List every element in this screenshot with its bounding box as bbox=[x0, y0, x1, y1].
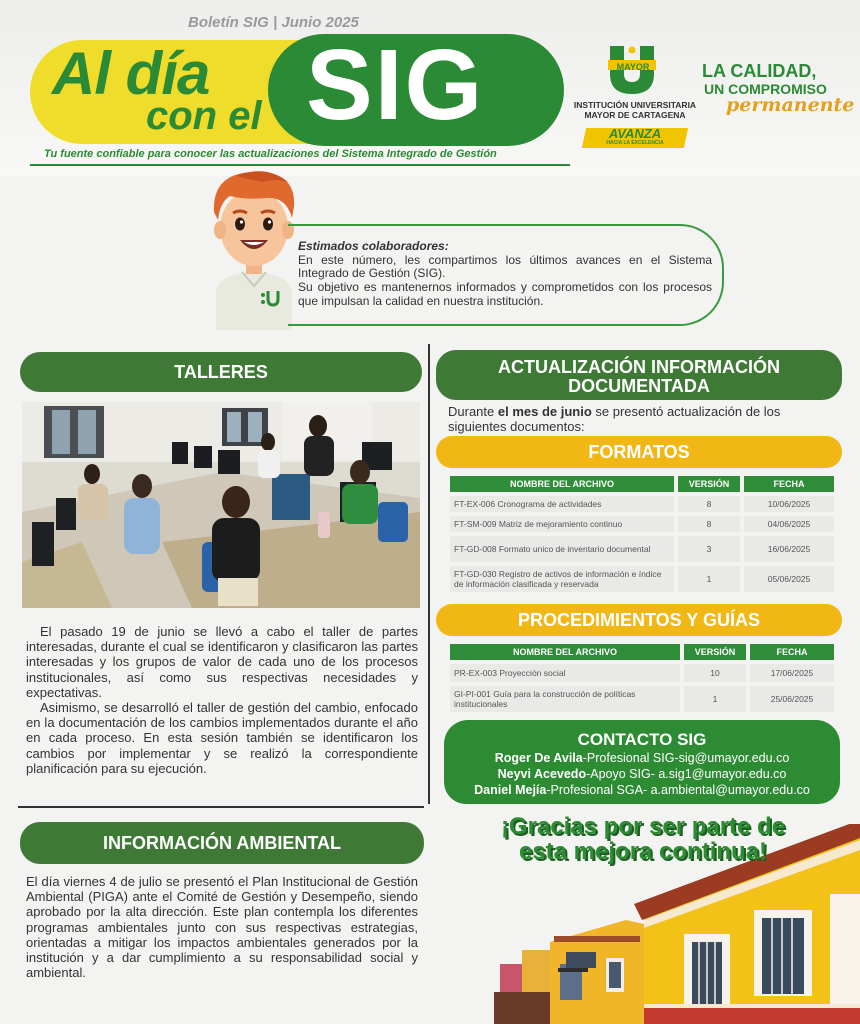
date-cell: 16/06/2025 bbox=[744, 536, 834, 562]
title-sig: SIG bbox=[306, 29, 485, 141]
tagline-part-1: Tu fuente confiable para conocer bbox=[44, 148, 220, 160]
actualizacion-intro-bold: el mes de junio bbox=[497, 404, 592, 419]
actualizacion-intro-2: se presentó actualización de los siguientes documentos: bbox=[448, 404, 781, 435]
column-header: FECHA bbox=[744, 476, 834, 492]
section-divider bbox=[18, 806, 424, 808]
table-row bbox=[450, 496, 834, 512]
intro-paragraph-1: En este número, les compartimos los últimos avances en el Sistema Integrado de Gestión (SIG). bbox=[298, 252, 712, 281]
institution-name: INSTITUCIÓN UNIVERSITARIA MAYOR DE CARTAGENA bbox=[573, 100, 697, 121]
quality-slogan-line1: LA CALIDAD, bbox=[702, 61, 817, 81]
contact-heading: CONTACTO SIG bbox=[577, 730, 707, 749]
actualizacion-intro-1: Durante bbox=[448, 404, 498, 419]
column-header: VERSIÓN bbox=[678, 476, 740, 492]
column-divider bbox=[428, 344, 430, 804]
tagline-part-2: las actualizaciones del Sistema Integrado de Gestión bbox=[219, 148, 497, 160]
table-row bbox=[450, 686, 834, 712]
procedimientos-heading: PROCEDIMIENTOS Y GUÍAS bbox=[436, 604, 842, 636]
bulletin-label: Boletín SIG | Junio 2025 bbox=[188, 14, 359, 31]
column-header: VERSIÓN bbox=[684, 644, 746, 660]
version-cell: 8 bbox=[678, 516, 740, 532]
contact-name: Neyvi Acevedo bbox=[497, 767, 587, 781]
closing-line-1: ¡Gracias por ser parte de bbox=[500, 813, 786, 840]
talleres-paragraph-2: Asimismo, se desarrolló el taller de gestión del cambio, enfocado en la documentación de los cambios implementados durante el año en cada proceso. En esta sesión también se identificaron los cambios por implementar y se realizó la correspondiente planificación para su ejecución. bbox=[26, 700, 418, 776]
contact-name: Roger De Avila bbox=[494, 751, 583, 765]
column-header: NOMBRE DEL ARCHIVO bbox=[450, 644, 680, 660]
date-cell: 05/06/2025 bbox=[744, 566, 834, 592]
title-al-dia: Al día bbox=[52, 40, 210, 107]
date-cell: 10/06/2025 bbox=[744, 496, 834, 512]
file-name-cell: FT-SM-009 Matriz de mejoramiento continuo bbox=[450, 516, 674, 532]
table-row bbox=[450, 536, 834, 562]
version-cell: 8 bbox=[678, 496, 740, 512]
contact-role-email[interactable]: -Profesional SIG-sig@umayor.edu.co bbox=[582, 751, 790, 765]
column-header: NOMBRE DEL ARCHIVO bbox=[450, 476, 674, 492]
quality-slogan-line3: permanente bbox=[726, 94, 855, 116]
avanza-sublabel: HACIA LA EXCELENCIA bbox=[606, 140, 664, 146]
tagline bbox=[44, 148, 497, 160]
procedimientos-table-header bbox=[450, 644, 834, 660]
file-name-cell: PR-EX-003 Proyección social bbox=[450, 664, 680, 682]
table-row bbox=[450, 664, 834, 682]
date-cell: 17/06/2025 bbox=[750, 664, 834, 682]
contact-person bbox=[444, 784, 840, 797]
intro-paragraph-2: Su objetivo es mantenernos informados y comprometidos con los procesos que impulsan la calidad en nuestra institución. bbox=[298, 280, 712, 308]
actualizacion-heading bbox=[436, 350, 842, 400]
quality-slogan-line2: UN COMPROMISO bbox=[704, 81, 827, 97]
actualizacion-intro bbox=[448, 404, 828, 434]
talleres-text bbox=[26, 624, 418, 776]
file-name-cell: FT-GD-008 Formato unico de inventario documental bbox=[450, 536, 674, 562]
contact-person bbox=[444, 752, 840, 765]
closing-message bbox=[446, 814, 840, 864]
date-cell: 04/06/2025 bbox=[744, 516, 834, 532]
intro-message bbox=[298, 240, 712, 308]
table-row bbox=[450, 566, 834, 592]
version-cell: 1 bbox=[684, 686, 746, 712]
version-cell: 3 bbox=[678, 536, 740, 562]
formatos-heading: FORMATOS bbox=[436, 436, 842, 468]
ambiental-text: El día viernes 4 de julio se presentó el Plan Institucional de Gestión Ambiental (PIGA) ante el Comité de Gestión y Desempeño, siendo aprobado por la alta dirección. Este plan contempla los diferentes programas ambientales junto con sus respectivas estrategias, orientadas a mitigar los impactos ambientales generados por la institución y a dar cumplimiento a su responsabilidad social y ambiental. bbox=[26, 874, 418, 981]
column-header: FECHA bbox=[750, 644, 834, 660]
contact-role-email[interactable]: -Apoyo SIG- a.sig1@umayor.edu.co bbox=[586, 767, 787, 781]
contact-person bbox=[444, 768, 840, 781]
title-con-el: con el bbox=[146, 94, 262, 138]
formatos-table bbox=[446, 472, 838, 596]
talleres-heading: TALLERES bbox=[20, 352, 422, 392]
intro-greeting: Estimados colaboradores: bbox=[298, 239, 449, 253]
file-name-cell: GI-PI-001 Guía para la construcción de políticas institucionales bbox=[450, 686, 680, 712]
procedimientos-table bbox=[446, 640, 838, 716]
version-cell: 10 bbox=[684, 664, 746, 682]
closing-line-2: esta mejora continua! bbox=[518, 838, 768, 866]
contact-role-email[interactable]: -Profesional SGA- a.ambiental@umayor.edu.co bbox=[546, 783, 810, 797]
formatos-table-header bbox=[450, 476, 834, 492]
actualizacion-heading-2: INFORMACIÓN bbox=[651, 357, 780, 377]
ambiental-heading: INFORMACIÓN AMBIENTAL bbox=[20, 822, 424, 864]
logo-word: MAYOR bbox=[616, 62, 650, 72]
version-cell: 1 bbox=[678, 566, 740, 592]
table-row bbox=[450, 516, 834, 532]
file-name-cell: FT-EX-006 Cronograma de actividades bbox=[450, 496, 674, 512]
actualizacion-heading-3: DOCUMENTADA bbox=[568, 375, 710, 396]
avanza-label: AVANZA bbox=[608, 126, 662, 141]
date-cell: 25/06/2025 bbox=[750, 686, 834, 712]
contact-name: Daniel Mejía bbox=[474, 783, 547, 797]
workshop-photo bbox=[22, 402, 420, 608]
actualizacion-heading-1: ACTUALIZACIÓN bbox=[498, 357, 646, 377]
talleres-paragraph-1: El pasado 19 de junio se llevó a cabo el taller de partes interesadas, durante el cual se identificaron y clasificaron las partes interesadas y los grupos de valor de cada uno de los procesos institucionales, así como sus respectivas necesidades y expectativas. bbox=[26, 624, 418, 700]
file-name-cell: FT-GD-030 Registro de activos de información e índice de información clasificada y reservada bbox=[450, 566, 674, 592]
